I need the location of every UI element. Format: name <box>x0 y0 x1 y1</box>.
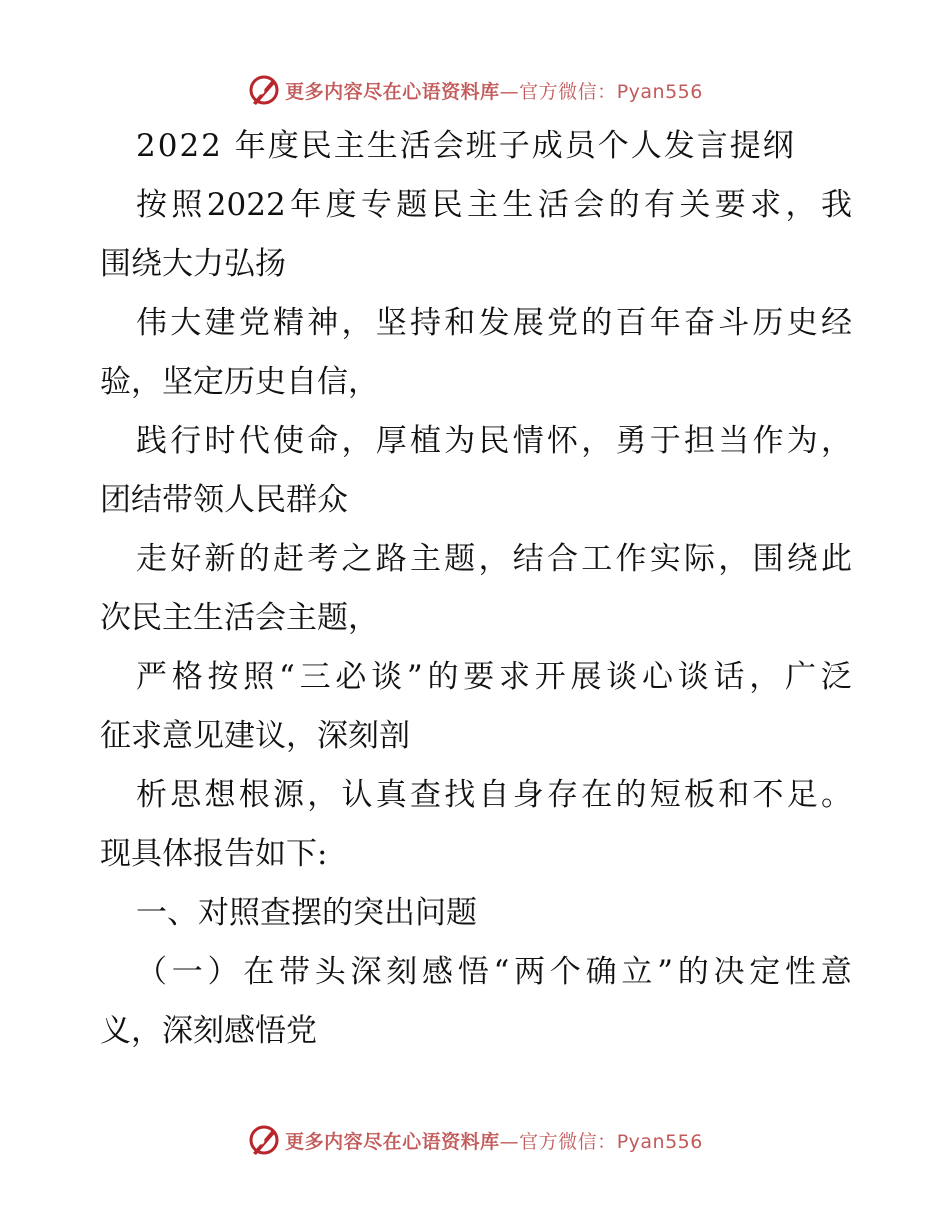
banner-wechat-label: 官方微信： <box>519 1130 617 1153</box>
paragraph-line: 团结带领人民群众 <box>100 482 348 518</box>
paragraph-line: 次民主生活会主题， <box>100 600 379 636</box>
document-title: 2022 年度民主生活会班子成员个人发言提纲 <box>136 128 796 164</box>
paragraph-line: 走 好 新 的 赶 考 之 路 主 题 ， 结 合 工 作 实 际 ， 围 绕 此 <box>136 541 852 577</box>
paragraph-line: 验，坚定历史自信， <box>100 364 379 400</box>
paragraph-line: 征求意见建议，深刻剖 <box>100 718 410 754</box>
paragraph-line: 一、对照查摆的突出问题 <box>136 895 477 931</box>
banner-wechat-id: Pyan556 <box>616 1130 703 1153</box>
paragraph-line: 践 行 时 代 使 命 ， 厚 植 为 民 情 怀 ， 勇 于 担 当 作 为 ， <box>136 423 852 459</box>
paragraph-line: 义，深刻感悟党 <box>100 1013 317 1049</box>
header-banner <box>0 70 950 110</box>
paragraph-line: 析 思 想 根 源 ， 认 真 查 找 自 身 存 在 的 短 板 和 不 足 。 <box>136 777 852 813</box>
banner-main-text: 更多内容尽在心语资料库 <box>285 1130 500 1153</box>
banner-text <box>285 1127 703 1154</box>
pen-circle-logo-icon <box>247 73 281 107</box>
paragraph-line: 伟 大 建 党 精 神 ， 坚 持 和 发 展 党 的 百 年 奋 斗 历 史 经 <box>136 305 852 341</box>
paragraph-line: 围绕大力弘扬 <box>100 246 286 282</box>
paragraph-line: 现具体报告如下: <box>100 836 328 872</box>
banner-dash: — <box>499 80 520 103</box>
paragraph-line: 按 照 2022 年 度 专 题 民 主 生 活 会 的 有 关 要 求 ， 我 <box>136 187 852 223</box>
document-body <box>100 117 852 1061</box>
banner-wechat-label: 官方微信： <box>519 80 617 103</box>
paragraph-line: 严 格 按 照 “ 三 必 谈 ” 的 要 求 开 展 谈 心 谈 话 ， 广 泛 <box>136 659 852 695</box>
banner-text <box>285 77 703 104</box>
banner-wechat-id: Pyan556 <box>616 80 703 103</box>
pen-circle-logo-icon <box>247 1123 281 1157</box>
banner-main-text: 更多内容尽在心语资料库 <box>285 80 500 103</box>
paragraph-line: （ 一 ） 在 带 头 深 刻 感 悟 “ 两 个 确 立 ” 的 决 定 性 意 <box>136 954 852 990</box>
footer-banner <box>0 1120 950 1160</box>
banner-dash: — <box>499 1130 520 1153</box>
